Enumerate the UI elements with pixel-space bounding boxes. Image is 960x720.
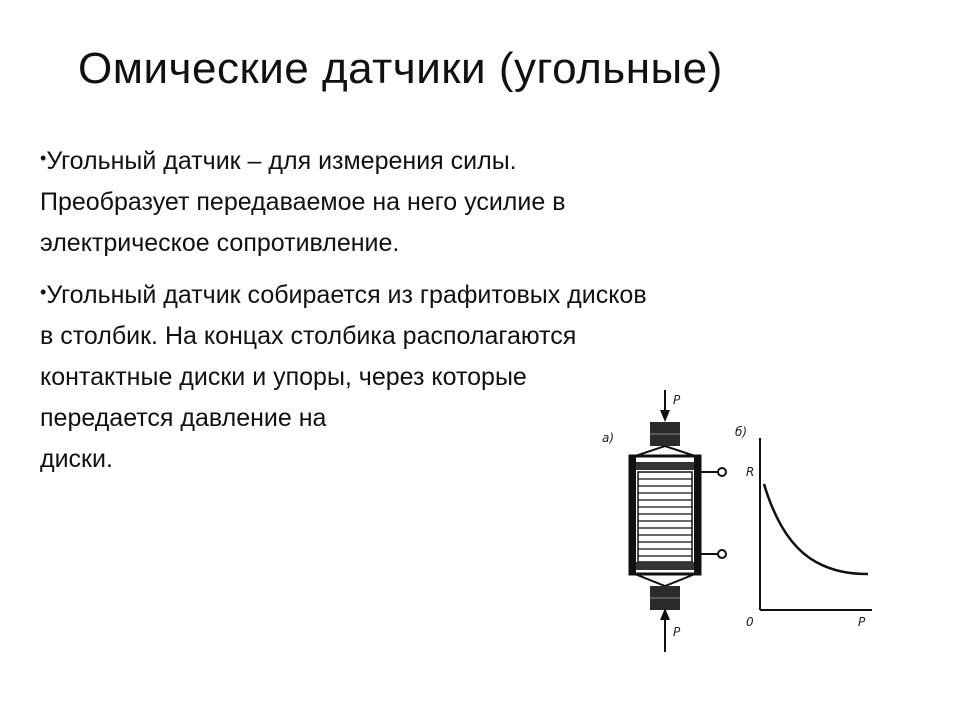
bullet-line: электрическое сопротивление. bbox=[40, 229, 400, 257]
carbon-sensor-figure bbox=[590, 388, 890, 658]
bullet-line: контактные диски и упоры, через которые bbox=[40, 363, 527, 391]
bullet-line bbox=[40, 138, 840, 182]
graph-axis-y-label: R bbox=[746, 465, 755, 479]
bottom-funnel bbox=[635, 574, 695, 586]
bullet-line: диски. bbox=[40, 445, 113, 473]
bullet-mark: • bbox=[40, 282, 47, 302]
bottom-force-arrow bbox=[660, 608, 670, 652]
bullet-text: Угольный датчик собирается из графитовых дисков bbox=[46, 281, 647, 309]
bullet-line: передается давление на bbox=[40, 404, 327, 432]
graph-origin-label: 0 bbox=[746, 615, 754, 629]
bullet-line: в столбик. На концах столбика располагаются bbox=[40, 322, 577, 350]
top-force-label: P bbox=[673, 393, 681, 407]
figure-label-b: б) bbox=[735, 425, 748, 439]
carbon-sensor-diagram bbox=[590, 388, 890, 658]
graph-axis-x-label: P bbox=[858, 615, 866, 629]
graphite-disc-stack bbox=[638, 472, 692, 562]
figure-label-a: а) bbox=[602, 431, 615, 445]
top-contact-disc bbox=[636, 462, 694, 470]
resistance-curve bbox=[764, 484, 868, 574]
bullet-line: Преобразует передаваемое на него усилие в bbox=[40, 188, 566, 216]
bottom-contact-disc bbox=[636, 562, 694, 570]
bullet-text: Угольный датчик – для измерения силы. bbox=[46, 147, 517, 175]
bottom-force-label: P bbox=[673, 625, 681, 639]
bullet-item bbox=[40, 138, 840, 264]
slide-title: Омические датчики (угольные) bbox=[78, 44, 723, 93]
bullet-mark: • bbox=[40, 148, 47, 168]
top-force-arrow bbox=[660, 390, 670, 422]
bullet-line bbox=[40, 272, 840, 316]
